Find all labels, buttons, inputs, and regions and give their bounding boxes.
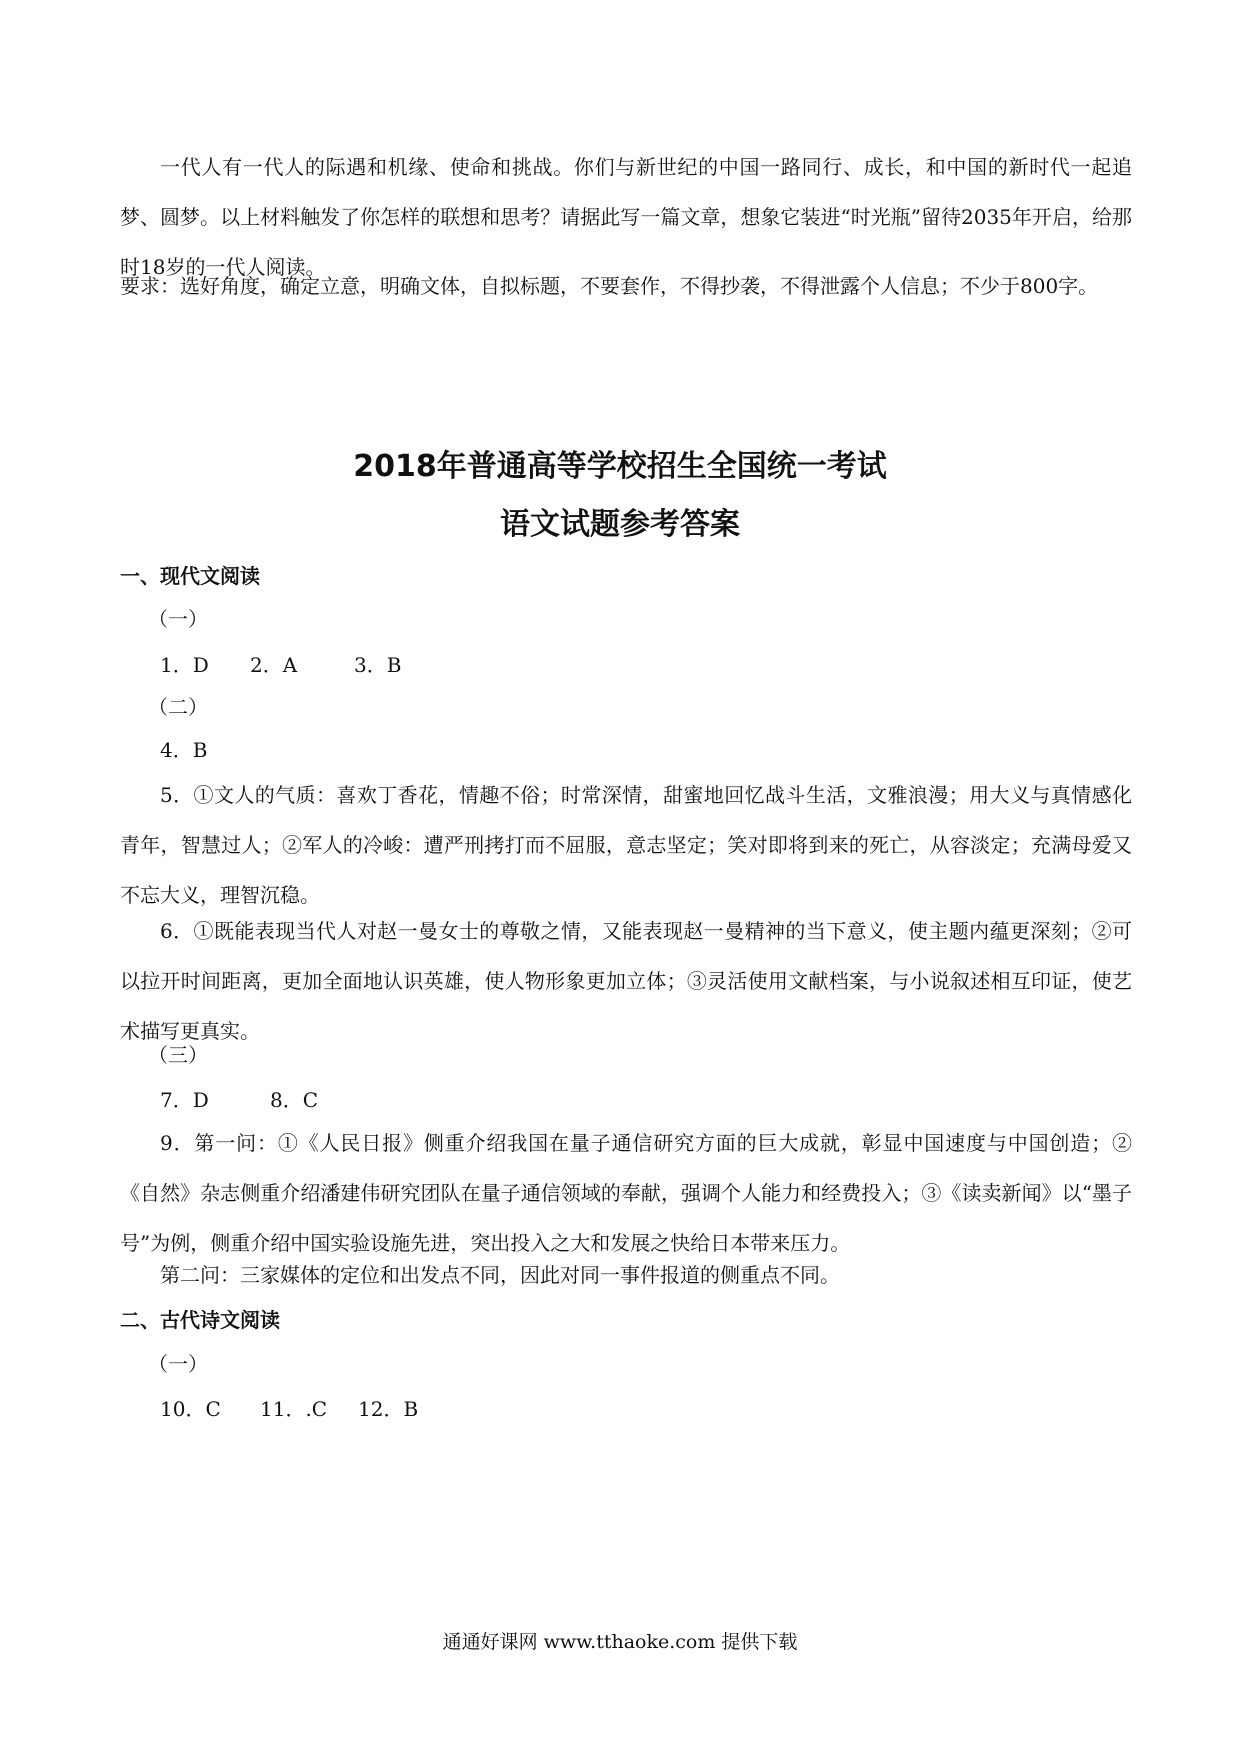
answer-q9-part2: 第二问：三家媒体的定位和出发点不同，因此对同一事件报道的侧重点不同。 <box>160 1263 840 1287</box>
answer-q6: 6．①既能表现当代人对赵一曼女士的尊敬之情，又能表现赵一曼精神的当下意义，使主题内蕴更深刻；②可以拉开时间距离，更加全面地认识英雄，使人物形象更加立体；③灵活使用文献档案，与小说叙述相互印证，使艺术描写更真实。 <box>120 919 1132 1043</box>
answer-q2: 2．A <box>250 653 298 677</box>
section-heading-classical-reading: 二、古代诗文阅读 <box>120 1308 280 1332</box>
part-label-1: （一） <box>148 607 208 631</box>
essay-requirements-paragraph: 要求：选好角度，确定立意，明确文体，自拟标题，不要套作，不得抄袭，不得泄露个人信息；不少于800字。 <box>120 274 1099 298</box>
page-footer: 通通好课网 www.tthaoke.com 提供下载 <box>442 1631 798 1653</box>
answer-q3: 3．B <box>354 653 402 677</box>
answer-q7: 7．D <box>160 1088 209 1112</box>
part-label-2: （二） <box>148 695 208 719</box>
exam-title: 2018年普通高等学校招生全国统一考试 <box>353 449 887 484</box>
answer-q12: 12．B <box>358 1397 419 1421</box>
section-heading-modern-reading: 一、现代文阅读 <box>120 564 260 588</box>
part-label-4: （一） <box>148 1352 208 1376</box>
part-label-3: （三） <box>148 1043 208 1067</box>
answer-row-1-3 <box>160 651 401 679</box>
answer-row-10-12 <box>160 1395 418 1423</box>
answer-key-title: 语文试题参考答案 <box>500 507 740 542</box>
answer-q4: 4．B <box>160 738 208 762</box>
answer-q10: 10．C <box>160 1397 221 1421</box>
answer-q9: 9．第一问：①《人民日报》侧重介绍我国在量子通信研究方面的巨大成就，彰显中国速度与中国创造；②《自然》杂志侧重介绍潘建伟研究团队在量子通信领域的奉献，强调个人能力和经费投入；③《读卖新闻》以“墨子号”为例，侧重介绍中国实验设施先进，突出投入之大和发展之快给日本带来压力。 <box>120 1131 1132 1255</box>
answer-q5: 5．①文人的气质：喜欢丁香花，情趣不俗；时常深情，甜蜜地回忆战斗生活，文雅浪漫；用大义与真情感化青年，智慧过人；②军人的冷峻：遭严刑拷打而不屈服，意志坚定；笑对即将到来的死亡，从容淡定；充满母爱又不忘大义，理智沉稳。 <box>120 783 1132 907</box>
answer-q1: 1．D <box>160 653 209 677</box>
answer-q8: 8．C <box>270 1088 319 1112</box>
answer-row-7-8 <box>160 1086 318 1114</box>
answer-q11: 11．.C <box>260 1397 328 1421</box>
essay-prompt-paragraph: 一代人有一代人的际遇和机缘、使命和挑战。你们与新世纪的中国一路同行、成长，和中国的新时代一起追梦、圆梦。以上材料触发了你怎样的联想和思考？请据此写一篇文章，想象它装进“时光瓶”留待2035年开启，给那时18岁的一代人阅读。 <box>120 155 1132 279</box>
